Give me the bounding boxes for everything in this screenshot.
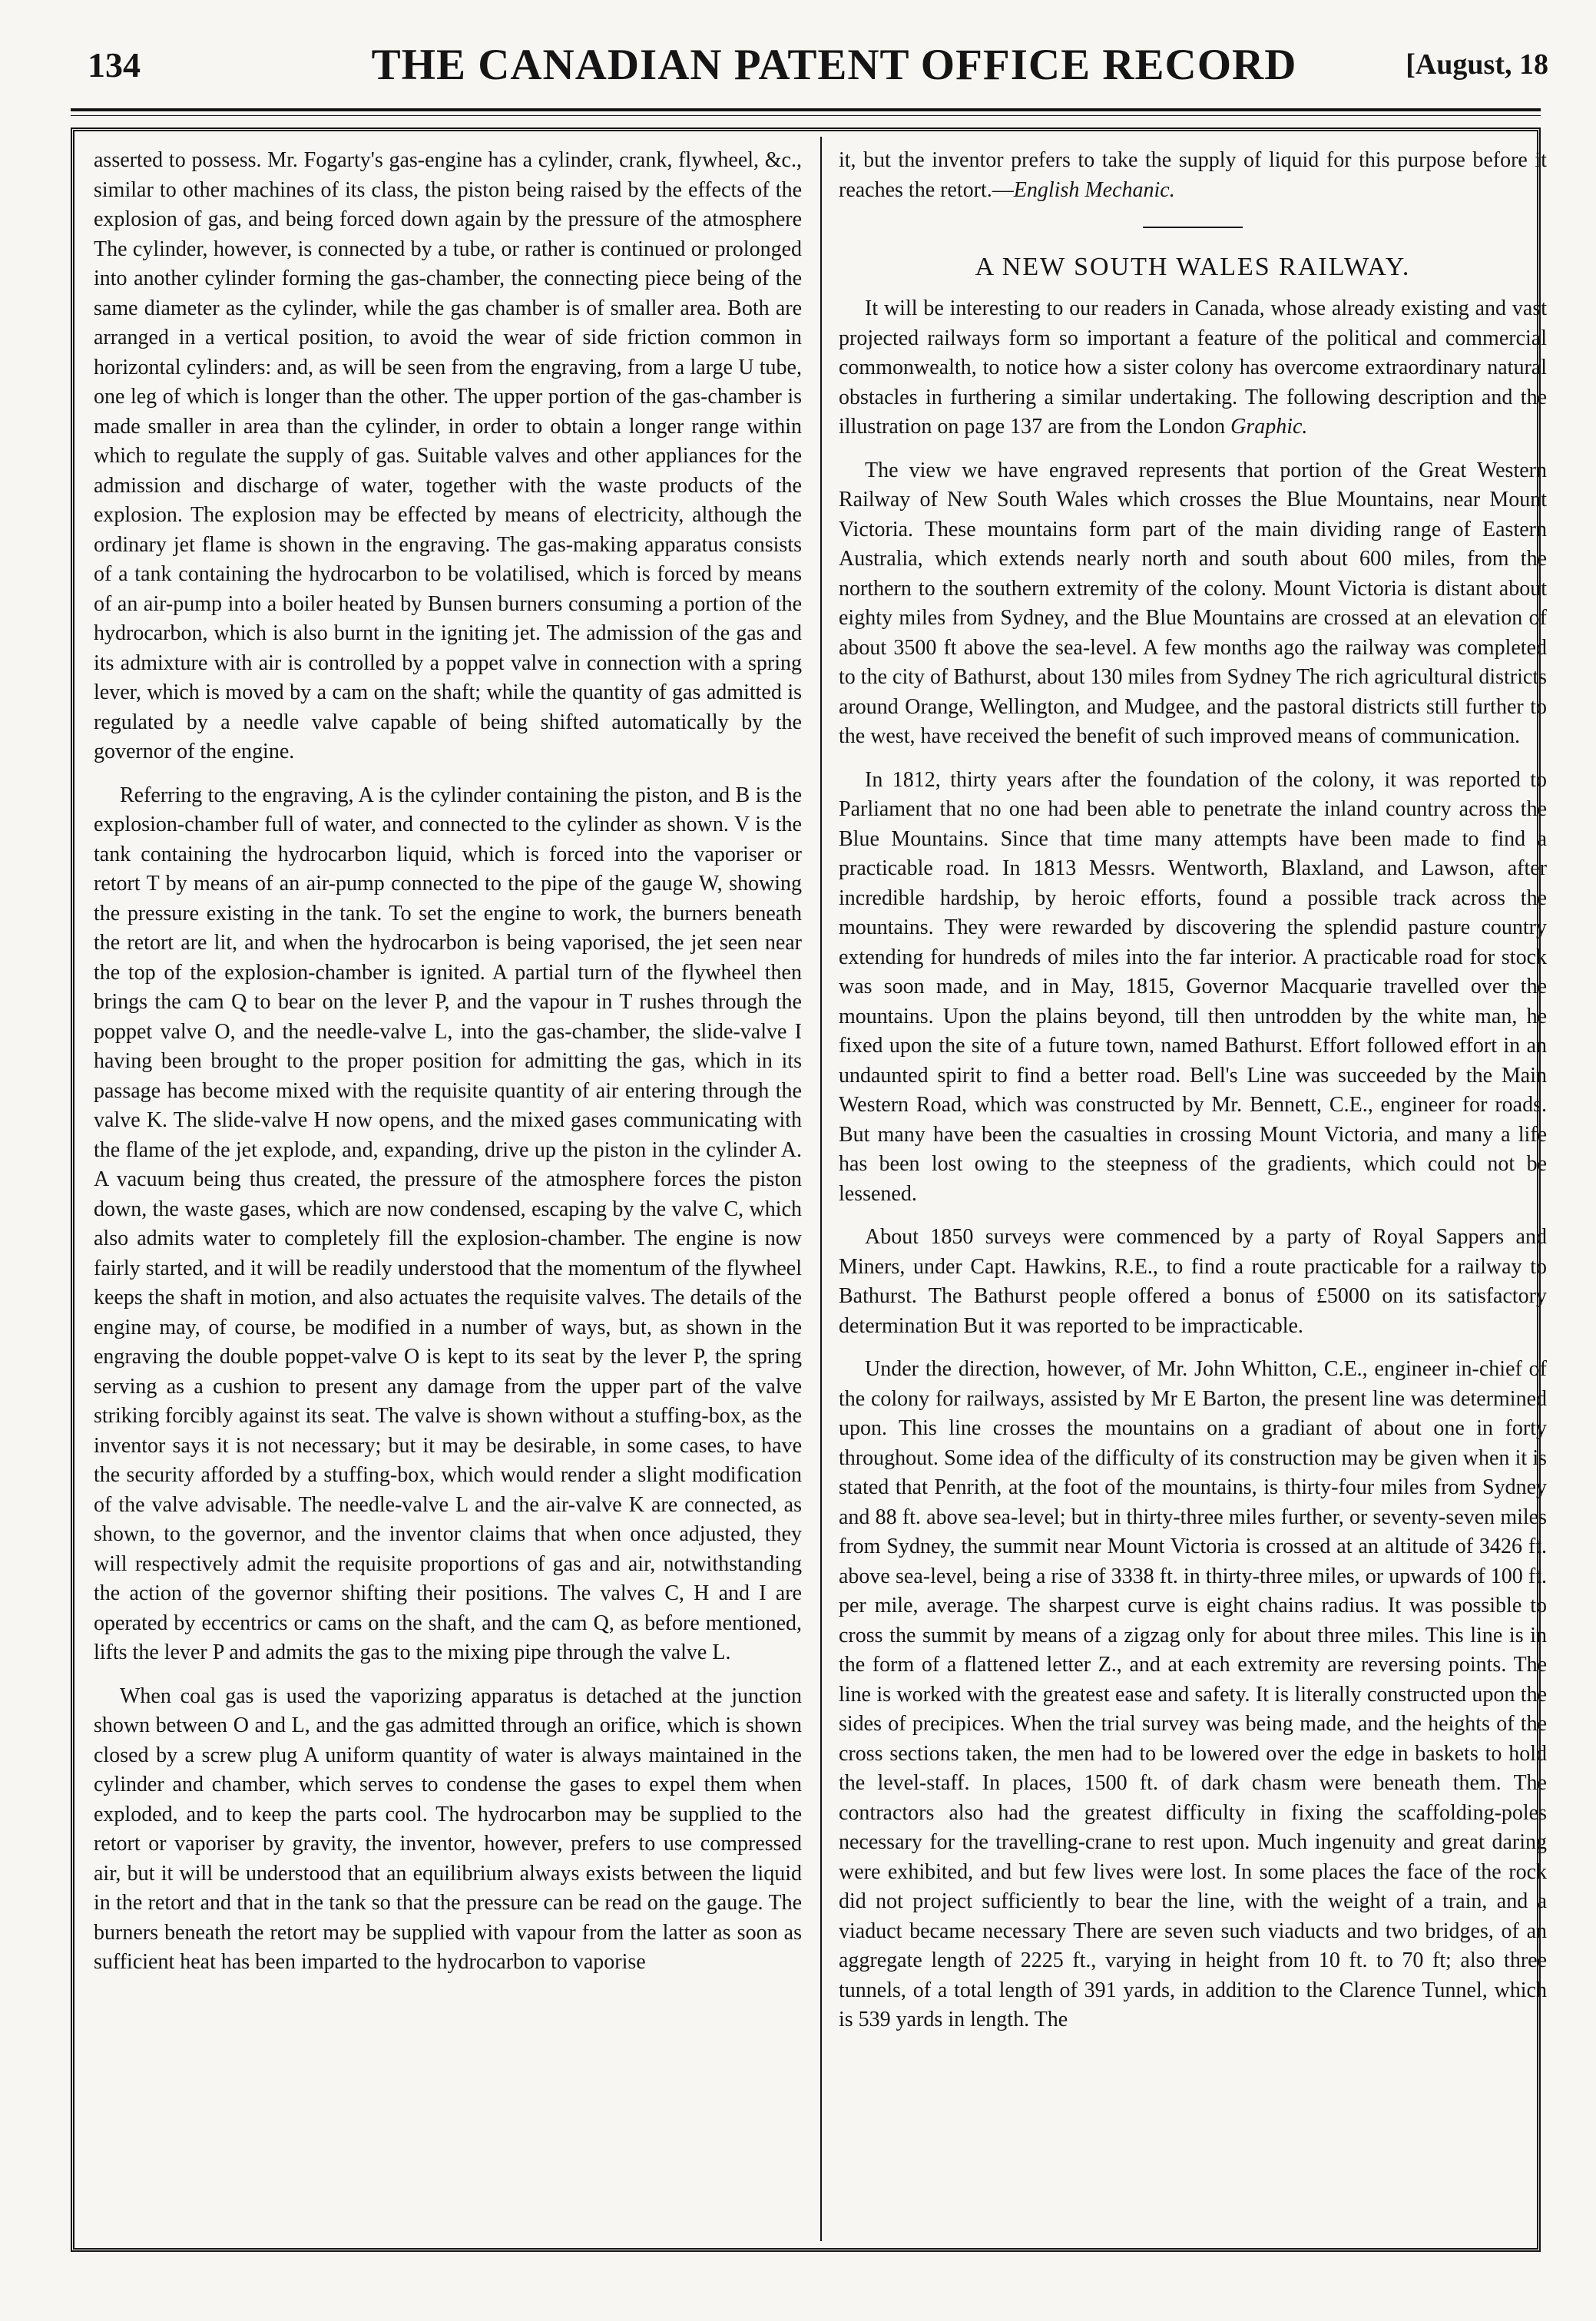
continuation-text: it, but the inventor prefers to take the supply of liquid for this purpose before it reaches the retort.— (839, 148, 1547, 202)
page-number: 134 (88, 45, 141, 84)
continuation-source: English Mechanic. (1013, 177, 1175, 202)
running-title: THE CANADIAN PATENT OFFICE RECORD (371, 41, 1297, 89)
article-title: A NEW SOUTH WALES RAILWAY. (839, 227, 1547, 282)
article-intro-source: Graphic. (1230, 415, 1308, 439)
page-header (43, 41, 1548, 106)
article-intro (839, 294, 1547, 442)
right-column (839, 146, 1547, 2235)
paragraph-history-1812: In 1812, thirty years after the foundation of the colony, it was reported to Parliament that no one had been able to penetrate the inland country across the Blue Mountains. Since that time many attempts have been made to find a practicable road. In 1813 Messrs. Wentworth, Blaxland, and Lawson, after incredible hardship, by heroic efforts, found a possible track across the mountains. They were rewarded by discovering the splendid pasture country extending for hundreds of miles into the far interior. A practicable road for stock was soon made, and in May, 1815, Governor Macquarie travelled over the mountains. Upon the plains beyond, till then untrodden by the white man, he fixed upon the site of a future town, named Bathurst. Effort followed effort in an undaunted spirit to find a better road. Bell's Line was succeeded by the Main Western Road, which was constructed by Mr. Bennett, C.E., engineer for roads. But many have been the casualties in crossing Mount Victoria, and many a life has been lost owing to the steepness of the gradients, which could not be lessened. (839, 767, 1547, 1206)
paragraph-view-engraved: The view we have engraved represents that portion of the Great Western Railway of New South Wales which crosses the Blue Mountains, near Mount Victoria. These mountains form part of the main dividing range of Eastern Australia, which extends nearly north and south about 600 miles, from the northern to the southern extremity of the colony. Mount Victoria is distant about eighty miles from Sydney, and the Blue Mountains are crossed at an elevation of about 3500 ft above the sea-level. A few months ago the railway was completed to the city of Bathurst, about 130 miles from Sydney The rich agricultural districts around Orange, Wellington, and Mudgee, and the pastoral districts still further to the west, have received the benefit of such improved means of communication. (839, 458, 1547, 748)
paragraph-surveys-1850: About 1850 surveys were commenced by a party of Royal Sappers and Miners, under Capt. Hawkins, R.E., to find a route practicable for a railway to Bathurst. The Bathurst people offered a bonus of £5000 on its satisfactory determination But it was reported to be impracticable. (839, 1225, 1547, 1338)
issue-date: [August, 18 (1406, 48, 1548, 81)
left-column (94, 146, 802, 2235)
paragraph-whitton-line: Under the direction, however, of Mr. John Whitton, C.E., engineer in-chief of the colony for railways, assisted by Mr E Barton, the present line was determined upon. This line crosses the mountains on a gradiant of about one in forty throughout. Some idea of the difficulty of its construction may be given when it is stated that Penrith, at the foot of the mountains, is thirty-four miles from Sydney and 88 ft. above sea-level; but in thirty-three miles further, or seventy-seven miles from Sydney, the summit near Mount Victoria is crossed at an altitude of 3426 ft. above sea-level, being a rise of 3338 ft. in thirty-three miles, or upwards of 100 ft. per mile, average. The sharpest curve is eight chains radius. It was possible to cross the summit by means of a zigzag only for about three miles. This line is in the form of a flattened letter Z., and at each extremity are reversing points. The line is worked with the greatest ease and safety. It is literally constructed upon the sides of precipices. When the trial survey was being made, and the heights of the cross sections taken, the men had to be lowered over the edge in baskets to hold the level-staff. In places, 1500 ft. of dark chasm were beneath them. The contractors also had the greatest difficulty in fixing the scaffolding-poles necessary for the travelling-crane to rest upon. Much ingenuity and great daring were exhibited, and but few lives were lost. In some places the face of the rock did not project sufficiently to bear the line, with the weight of a train, and a viaduct became necessary There are seven such viaducts and two bridges, of an aggregate length of 2225 ft., varying in height from 10 ft. to 70 ft; also three tunnels, of a total length of 391 yards, in addition to the Clarence Tunnel, which is 539 yards in length. The (839, 1357, 1547, 2031)
column-divider (820, 137, 822, 2241)
header-rule-thick (71, 108, 1541, 111)
article-intro-text: It will be interesting to our readers in Canada, whose already existing and vast projected railways form so important a feature of the political and commercial commonwealth, to notice how a sister colony has overcome extraordinary natural obstacles in furthering a similar undertaking. The following description and the illustration on page 137 are from the London (839, 296, 1547, 439)
paragraph-gas-engine-description: asserted to possess. Mr. Fogarty's gas-engine has a cylinder, crank, flywheel, &c., similar to other machines of its class, the piston being raised by the effects of the explosion of gas, and being forced down again by the pressure of the atmosphere The cylinder, however, is connected by a tube, or rather is continued or prolonged into another cylinder forming the gas-chamber, the connecting piece being of the same diameter as the cylinder, while the gas chamber is of smaller area. Both are arranged in a vertical position, to avoid the wear of side friction common in horizontal cylinders: and, as will be seen from the engraving, from a large U tube, one leg of which is longer than the other. The upper portion of the gas-chamber is made smaller in area than the cylinder, in order to obtain a longer range within which to regulate the supply of gas. Suitable valves and other appliances for the admission and discharge of water, together with the waste products of the explosion. The explosion may be effected by means of electricity, although the ordinary jet flame is shown in the engraving. The gas-making apparatus consists of a tank containing the hydrocarbon to be volatilised, which is forced by means of an air-pump into a boiler heated by Bunsen burners consuming a portion of the hydrocarbon, which is also burnt in the igniting jet. The admission of the gas and its admixture with air is controlled by a poppet valve in connection with a spring lever, which is moved by a cam on the shaft; while the quantity of gas admitted is regulated by a needle valve capable of being shifted automatically by the governor of the engine. (94, 148, 802, 763)
paragraph-engraving-reference: Referring to the engraving, A is the cylinder containing the piston, and B is the explosion-chamber full of water, and connected to the cylinder as shown. V is the tank containing the hydrocarbon liquid, which is forced into the vaporiser or retort T by means of an air-pump connected to the pipe of the gauge W, showing the pressure existing in the tank. To set the engine to work, the burners beneath the retort are lit, and when the hydrocarbon is being vaporised, the jet seen near the top of the explosion-chamber is ignited. A partial turn of the flywheel then brings the cam Q to bear on the lever P, and the vapour in T rushes through the poppet valve O, and the needle-valve L, into the gas-chamber, the slide-valve I having been brought to the proper position for admitting the gas, which in its passage has become mixed with the requisite quantity of air entering through the valve K. The slide-valve H now opens, and the mixed gases communicating with the flame of the jet explode, and, expanding, drive up the piston in the cylinder A. A vacuum being thus created, the pressure of the atmosphere forces the piston down, the waste gases, which are now condensed, escaping by the valve C, which also admits water to completely fill the explosion-chamber. The engine is now fairly started, and it will be readily understood that the momentum of the flywheel keeps the shaft in motion, and also actuates the requisite valves. The details of the engine may, of course, be modified in a number of ways, but, as shown in the engraving the double poppet-valve O is kept to its seat by the lever P, the spring serving as a cushion to present any damage from the upper part of the valve striking forcibly against its seat. The valve is shown without a stuffing-box, as the inventor says it is not necessary; but it may be desirable, in some cases, to have the security afforded by a stuffing-box, which would render a slight modification of the valve advisable. The needle-valve L and the air-valve K are connected, as shown, to the governor, and the inventor claims that when once adjusted, they will respectively admit the requisite proportions of gas and air, notwithstanding the action of the governor shifting their positions. The valves C, H and I are operated by eccentrics or cams on the shaft, and the cam Q, as before mentioned, lifts the lever P and admits the gas to the mixing pipe through the valve L. (94, 783, 802, 1664)
continuation-paragraph (839, 146, 1547, 205)
header-rule-thin (71, 115, 1541, 116)
paragraph-coal-gas: When coal gas is used the vaporizing apparatus is detached at the junction shown between O and L, and the gas admitted through an orifice, which is shown closed by a screw plug A uniform quantity of water is always maintained in the cylinder and chamber, which serves to condense the gases to expel them when exploded, and to keep the parts cool. The hydrocarbon may be supplied to the retort or vaporiser by gravity, the inventor, however, prefers to use compressed air, but it will be understood that an equilibrium always exists between the liquid in the retort and that in the tank so that the pressure can be read on the gauge. The burners beneath the retort may be supplied with vapour from the latter as soon as sufficient heat has been imparted to the hydrocarbon to vaporise (94, 1684, 802, 1974)
